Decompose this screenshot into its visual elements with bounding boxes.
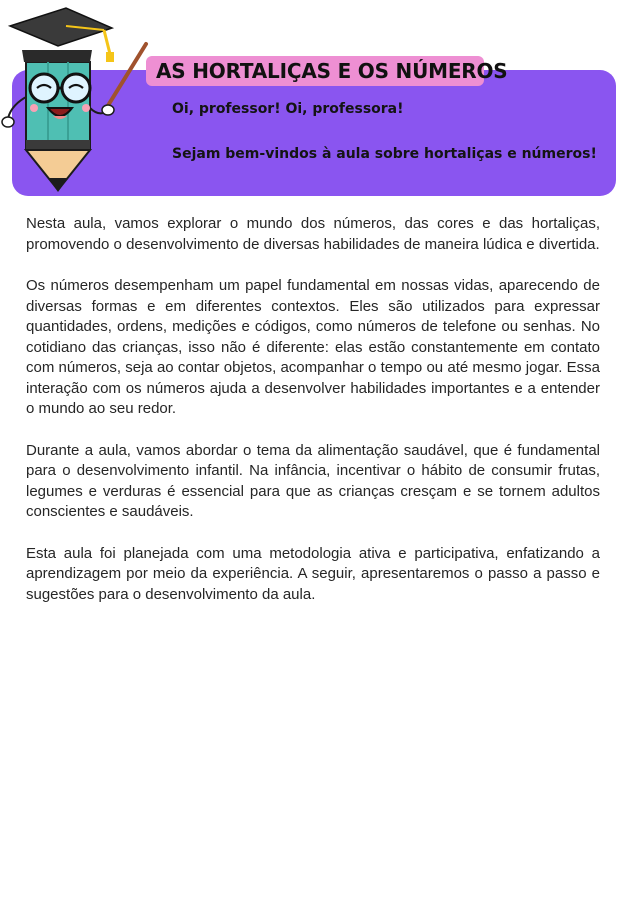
greeting-line-1: Oi, professor! Oi, professora! (172, 101, 404, 117)
greeting-line-2: Sejam bem-vindos à aula sobre hortaliças e números! (172, 146, 597, 162)
page-title: AS HORTALIÇAS E OS NÚMEROS (146, 56, 484, 86)
paragraph: Durante a aula, vamos abordar o tema da alimentação saudável, que é fundamental para o desenvolvimento infantil. Na infância, incentivar o hábito de consumir frutas, legumes e verduras é essencial para que as crianças cresçam e se tornem adultos conscientes e saudáveis. (26, 441, 600, 520)
pencil-mascot-icon (0, 0, 160, 200)
lesson-intro-text (26, 214, 600, 626)
paragraph: Nesta aula, vamos explorar o mundo dos números, das cores e das hortaliças, promovendo o desenvolvimento de diversas habilidades de maneira lúdica e divertida. (26, 215, 600, 253)
paragraph: Os números desempenham um papel fundamental em nossas vidas, aparecendo de diversas formas e em diferentes contextos. Eles são utilizados para expressar quantidades, ordens, medições e códigos, como números de telefone ou senhas. No cotidiano das crianças, isso não é diferente: elas estão constantemente em contato com números, seja ao contar objetos, acompanhar o tempo ou até mesmo jogar. Essa interação com os números ajuda a desenvolver habilidades importantes e a entender o mundo ao seu redor. (26, 277, 600, 417)
paragraph: Esta aula foi planejada com uma metodologia ativa e participativa, enfatizando a aprendizagem por meio da experiência. A seguir, apresentaremos o passo a passo e sugestões para o desenvolvimento da aula. (26, 544, 600, 603)
